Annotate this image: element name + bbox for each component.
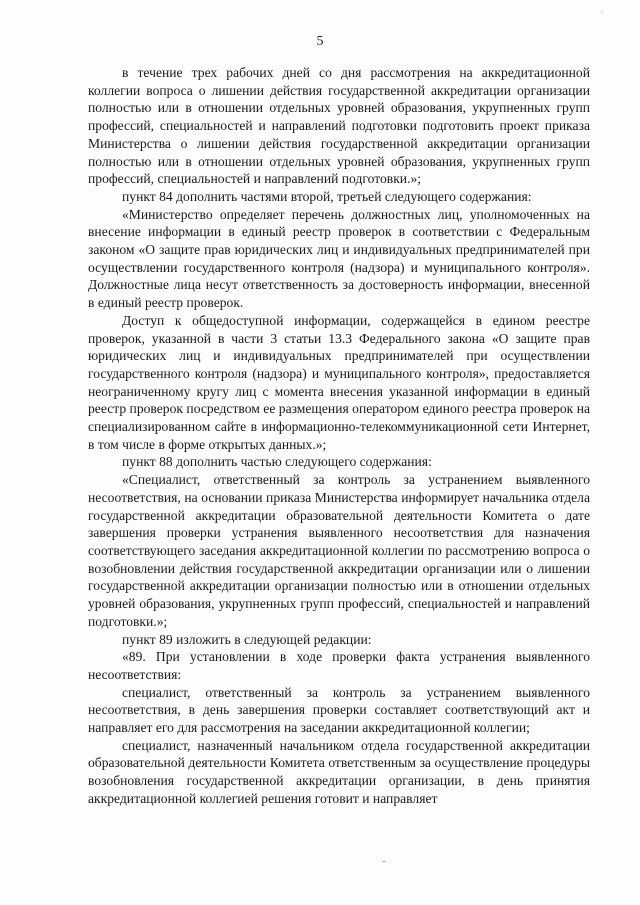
- paragraph: пункт 88 дополнить частью следующего содержания:: [122, 454, 432, 470]
- paragraph: специалист, назначенный начальником отдела государственной аккредитации образовательной деятельности Комитета ответственным за осуществление процедуры возобновления государственной аккредитации организации, в день принятия аккредитационной коллегией решения готовит и направляет: [88, 737, 590, 806]
- document-body: [88, 64, 590, 808]
- paragraph: специалист, ответственный за контроль за устранением выявленного несоответствия, в день завершения проверки составляет соответствующий акт и направляет его для рассмотрения на заседании аккредитационной коллегии;: [88, 684, 590, 736]
- paragraph: пункт 84 дополнить частями второй, третьей следующего содержания:: [122, 188, 532, 204]
- paragraph: Доступ к общедоступной информации, содержащейся в едином реестре проверок, указанной в части 3 статьи 13.3 Федерального закона «О защите прав юридических лиц и индивидуальных предпринимателей при осуществлении государственного контроля (надзора) и муниципального контроля», предоставляется неограниченному кругу лиц с момента внесения указанной информации в единый реестр проверок посредством ее размещения оператором единого реестра проверок на специализированном сайте в информационно-телекоммуникационной сети Интернет, в том числе в форме открытых данных.»;: [88, 312, 590, 452]
- scan-mark: ˌ: [600, 2, 604, 13]
- page-number: 5: [316, 34, 324, 49]
- paragraph: в течение трех рабочих дней со дня рассмотрения на аккредитационной коллегии вопроса о лишении действия государственной аккредитации организации полностью или в отношении отдельных уровней образования, укрупненных групп профессий, специальностей и направлений подготовки подготовить проект приказа Министерства о лишении действия государственной аккредитации организации полностью или в отношении отдельных уровней образования, укрупненных групп профессий, специальностей и направлений подготовки.»;: [88, 65, 590, 187]
- paragraph: «89. При установлении в ходе проверки факта устранения выявленного несоответствия:: [88, 649, 590, 682]
- scan-mark: -: [382, 856, 386, 867]
- paragraph: «Министерство определяет перечень должностных лиц, уполномоченных на внесение информации в единый реестр проверок в соответствии с Федеральным законом «О защите прав юридических лиц и индивидуальных предпринимателей при осуществлении государственного контроля (надзора) и муниципального контроля». Должностные лица несут ответственность за достоверность информации, внесенной в единый реестр проверок.: [88, 206, 590, 311]
- paragraph: пункт 89 изложить в следующей редакции:: [122, 631, 372, 647]
- paragraph: «Специалист, ответственный за контроль за устранением выявленного несоответствия, на основании приказа Министерства информирует начальника отдела государственной аккредитации образовательной деятельности Комитета о дате завершения проверки устранения выявленного несоответствия для назначения соответствующего заседания аккредитационной коллегии по рассмотрению вопроса о возобновлении действия государственной аккредитации организации или о лишении государственной аккредитации организации полностью или в отношении отдельных уровней образования, укрупненных групп профессий, специальностей и направлений подготовки.»;: [88, 472, 590, 629]
